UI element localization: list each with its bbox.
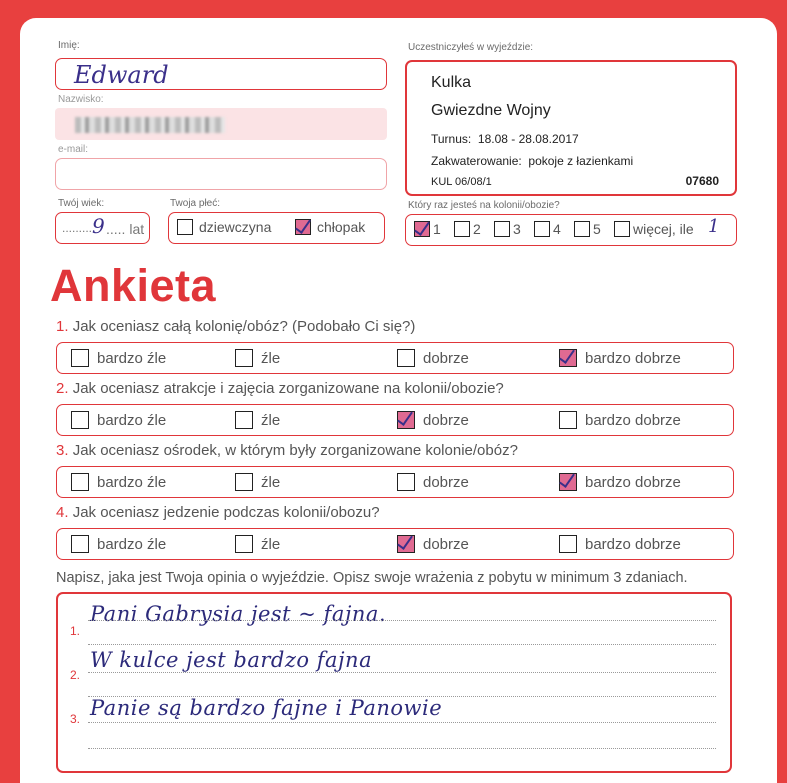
question-1-option-4[interactable] (559, 349, 681, 367)
times-option-3[interactable]: 3 (494, 221, 521, 237)
checkbox-times-more[interactable] (614, 221, 630, 237)
times-option-more[interactable]: więcej, ile (614, 221, 694, 237)
question-3-option-3[interactable] (397, 473, 469, 491)
opinion-prompt: Napisz, jaka jest Twoja opinia o wyjeździe. Opisz swoje wrażenia z pobytu w minimum 3 zdaniach. (56, 570, 688, 586)
question-2-option-3[interactable] (397, 411, 469, 429)
trip-theme: Gwiezdne Wojny (431, 102, 551, 119)
gender-option-girl[interactable]: dziewczyna (177, 219, 271, 235)
opinion-text-3: Panie są bardzo fajne i Panowie (90, 696, 443, 720)
opinion-num-2: 2. (70, 668, 81, 682)
trip-card (405, 60, 737, 196)
rating-label: bardzo źle (97, 411, 167, 429)
rating-label: dobrze (423, 473, 469, 491)
opinion-line (88, 722, 716, 723)
times-option-5[interactable]: 5 (574, 221, 601, 237)
question-3-text (56, 442, 518, 459)
question-1-options (56, 342, 734, 374)
trip-accommodation: Zakwaterowanie: pokoje z łazienkami (431, 154, 634, 168)
rating-label: źle (261, 473, 281, 491)
email-label: e-mail: (58, 144, 89, 155)
question-label: Jak oceniasz całą kolonię/obóz? (Podobało Ci się?) (72, 318, 416, 335)
question-number: 3. (56, 442, 69, 459)
times-option-1[interactable]: 1 (414, 221, 441, 237)
gender-label: Twoja płeć: (170, 198, 221, 209)
rating-checkbox[interactable] (559, 349, 577, 367)
question-3-option-1[interactable] (71, 473, 166, 491)
question-3-options (56, 466, 734, 498)
times-more-value: 1 (708, 216, 720, 237)
question-1-option-3[interactable] (397, 349, 469, 367)
rating-checkbox[interactable] (397, 411, 415, 429)
opinion-box[interactable] (56, 592, 732, 773)
rating-label: dobrze (423, 349, 469, 367)
question-2-text (56, 380, 504, 397)
question-1-text (56, 318, 415, 335)
survey-title: Ankieta (50, 260, 217, 311)
survey-sheet (20, 18, 777, 783)
question-4-option-2[interactable] (235, 535, 280, 553)
email-field[interactable] (55, 158, 387, 190)
times-field (405, 214, 737, 246)
rating-checkbox[interactable] (235, 473, 253, 491)
age-label: Twój wiek: (58, 198, 105, 209)
rating-checkbox[interactable] (235, 349, 253, 367)
rating-checkbox[interactable] (397, 473, 415, 491)
checkbox-times-3[interactable] (494, 221, 510, 237)
trip-name: Kulka (431, 74, 472, 91)
name-value: Edward (74, 61, 169, 89)
question-3-option-4[interactable] (559, 473, 681, 491)
question-1-option-2[interactable] (235, 349, 280, 367)
question-4-option-4[interactable] (559, 535, 681, 553)
rating-label: źle (261, 349, 281, 367)
opinion-text-1: Pani Gabrysia jest ~ fajna. (90, 602, 387, 626)
question-label: Jak oceniasz jedzenie podczas kolonii/obozu? (72, 504, 380, 521)
rating-checkbox[interactable] (559, 411, 577, 429)
name-label: Imię: (58, 40, 80, 51)
rating-label: bardzo źle (97, 349, 167, 367)
question-3-option-2[interactable] (235, 473, 280, 491)
gender-option-boy[interactable]: chłopak (295, 219, 365, 235)
opinion-line (88, 620, 716, 621)
rating-label: bardzo źle (97, 535, 167, 553)
question-label: Jak oceniasz ośrodek, w którym były zorganizowane kolonie/obóz? (72, 442, 518, 459)
rating-checkbox[interactable] (397, 349, 415, 367)
rating-checkbox[interactable] (559, 535, 577, 553)
question-4-options (56, 528, 734, 560)
checkbox-times-5[interactable] (574, 221, 590, 237)
age-field[interactable]: ......... 9 ..... lat (55, 212, 150, 244)
times-label: Który raz jesteś na kolonii/obozie? (408, 200, 560, 211)
checkbox-girl[interactable] (177, 219, 193, 235)
question-2-option-1[interactable] (71, 411, 166, 429)
surname-label: Nazwisko: (58, 94, 104, 105)
question-number: 1. (56, 318, 69, 335)
rating-checkbox[interactable] (397, 535, 415, 553)
rating-label: bardzo dobrze (585, 349, 681, 367)
opinion-line (88, 644, 716, 645)
question-2-option-2[interactable] (235, 411, 280, 429)
checkbox-times-2[interactable] (454, 221, 470, 237)
rating-label: bardzo dobrze (585, 411, 681, 429)
rating-label: dobrze (423, 411, 469, 429)
question-number: 4. (56, 504, 69, 521)
opinion-text-2: W kulce jest bardzo fajna (90, 648, 373, 672)
opinion-line (88, 672, 716, 673)
question-4-text (56, 504, 380, 521)
rating-label: bardzo dobrze (585, 535, 681, 553)
rating-checkbox[interactable] (71, 349, 89, 367)
rating-checkbox[interactable] (71, 535, 89, 553)
opinion-num-1: 1. (70, 624, 81, 638)
gender-field (168, 212, 385, 244)
name-field[interactable] (55, 58, 387, 90)
checkbox-times-4[interactable] (534, 221, 550, 237)
question-number: 2. (56, 380, 69, 397)
age-value: 9 (92, 214, 105, 238)
trip-turnus: Turnus: 18.08 - 28.08.2017 (431, 132, 579, 146)
opinion-line (88, 748, 716, 749)
trip-label: Uczestniczyłeś w wyjeździe: (408, 42, 534, 53)
surname-field[interactable] (55, 108, 387, 140)
trip-number: 07680 (685, 174, 719, 188)
trip-code: KUL 06/08/1 (431, 176, 492, 188)
rating-checkbox[interactable] (235, 411, 253, 429)
rating-label: bardzo dobrze (585, 473, 681, 491)
surname-redacted (75, 117, 225, 133)
rating-label: dobrze (423, 535, 469, 553)
rating-label: źle (261, 535, 281, 553)
checkbox-boy[interactable] (295, 219, 311, 235)
question-2-option-4[interactable] (559, 411, 681, 429)
rating-label: źle (261, 411, 281, 429)
question-2-options (56, 404, 734, 436)
times-option-2[interactable]: 2 (454, 221, 481, 237)
question-4-option-1[interactable] (71, 535, 166, 553)
opinion-num-3: 3. (70, 712, 81, 726)
question-1-option-1[interactable] (71, 349, 166, 367)
rating-checkbox[interactable] (559, 473, 577, 491)
rating-checkbox[interactable] (71, 411, 89, 429)
rating-checkbox[interactable] (235, 535, 253, 553)
times-option-4[interactable]: 4 (534, 221, 561, 237)
question-4-option-3[interactable] (397, 535, 469, 553)
rating-label: bardzo źle (97, 473, 167, 491)
question-label: Jak oceniasz atrakcje i zajęcia zorganizowane na kolonii/obozie? (72, 380, 504, 397)
checkbox-times-1[interactable] (414, 221, 430, 237)
rating-checkbox[interactable] (71, 473, 89, 491)
